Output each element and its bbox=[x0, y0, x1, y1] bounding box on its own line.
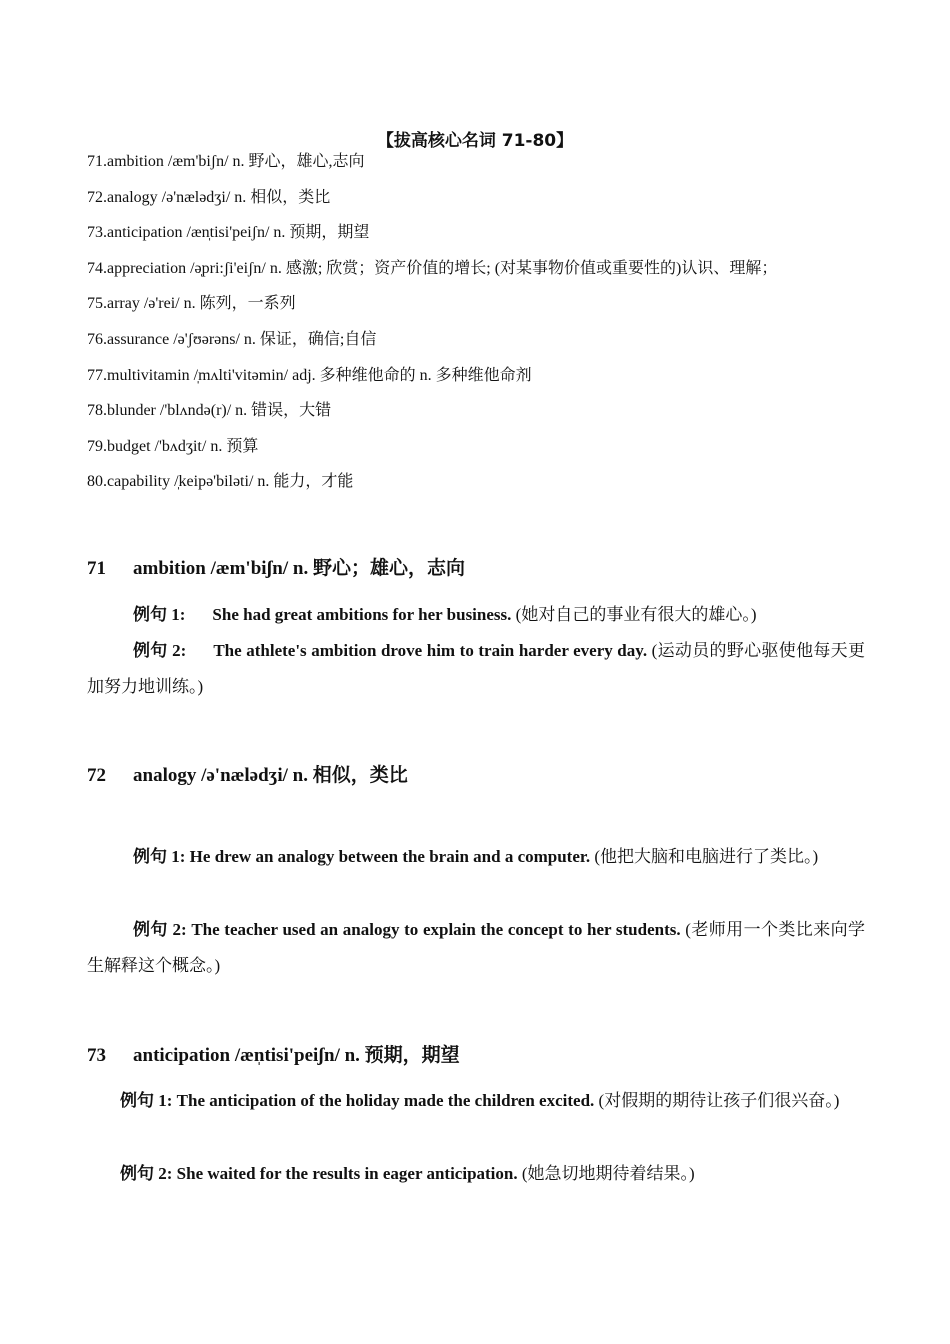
example-sentence bbox=[87, 633, 865, 705]
example-english: She waited for the results in eager anticipation. bbox=[176, 1164, 518, 1183]
example-sentence bbox=[87, 912, 865, 984]
example-label: 例句 1: bbox=[133, 605, 186, 624]
example-chinese: (运动员的野心驱使他每天更加努力地训练。) bbox=[87, 641, 865, 696]
example-sentence bbox=[87, 1083, 865, 1119]
example-english: The anticipation of the holiday made the children excited. bbox=[176, 1091, 595, 1110]
example-chinese: (她对自己的事业有很大的雄心。) bbox=[515, 605, 757, 624]
section-number: 73 bbox=[87, 1045, 106, 1066]
example-sentence bbox=[87, 597, 865, 633]
example-label: 例句 1: bbox=[133, 847, 186, 866]
example-label: 例句 2: bbox=[120, 1164, 173, 1183]
list-item: 77.multivitamin /̩mʌlti'vitəmin/ adj. 多种维他命的 n. 多种维他命剂 bbox=[87, 366, 532, 384]
example-english: The athlete's ambition drove him to train harder every day. bbox=[213, 641, 648, 660]
section-number: 71 bbox=[87, 558, 106, 579]
example-chinese: (她急切地期待着结果。) bbox=[521, 1164, 695, 1183]
section-heading-72 bbox=[87, 760, 408, 787]
list-item: 74.appreciation /ə̩pri:ʃi'eiʃn/ n. 感激; 欣赏；资产价值的增长; (对某事物价值或重要性的)认识、理解； bbox=[87, 259, 778, 277]
list-item: 73.anticipation /æn̩tisi'peiʃn/ n. 预期，期望 bbox=[87, 224, 370, 242]
example-english: The teacher used an analogy to explain the concept to her students. bbox=[191, 920, 681, 939]
example-label: 例句 2: bbox=[133, 920, 187, 939]
section-number: 72 bbox=[87, 765, 106, 786]
list-item: 75.array /ə'rei/ n. 陈列，一系列 bbox=[87, 295, 296, 313]
vocabulary-list bbox=[87, 150, 887, 506]
section-headword: ambition /æm'biʃn/ n. 野心；雄心，志向 bbox=[133, 558, 465, 579]
example-label: 例句 2: bbox=[133, 641, 187, 660]
example-sentence bbox=[87, 1156, 865, 1192]
example-sentence bbox=[87, 839, 865, 875]
example-english: She had great ambitions for her business. bbox=[212, 605, 512, 624]
list-item: 72.analogy /ə'nælədʒi/ n. 相似，类比 bbox=[87, 188, 331, 206]
example-chinese: (对假期的期待让孩子们很兴奋。) bbox=[598, 1091, 840, 1110]
example-chinese: (老师用一个类比来向学生解释这个概念。) bbox=[87, 920, 866, 975]
section-heading-71 bbox=[87, 553, 465, 580]
example-chinese: (他把大脑和电脑进行了类比。) bbox=[594, 847, 819, 866]
section-headword: analogy /ə'nælədʒi/ n. 相似，类比 bbox=[133, 765, 408, 786]
list-item: 79.budget /'bʌdʒit/ n. 预算 bbox=[87, 437, 259, 455]
list-item: 71.ambition /æm'biʃn/ n. 野心，雄心,志向 bbox=[87, 153, 365, 170]
example-label: 例句 1: bbox=[120, 1091, 173, 1110]
list-item: 78.blunder /'blʌndə(r)/ n. 错误，大错 bbox=[87, 402, 332, 420]
section-headword: anticipation /æn̩tisi'peiʃn/ n. 预期，期望 bbox=[133, 1045, 460, 1066]
section-heading-73 bbox=[87, 1040, 460, 1067]
list-item: 80.capability /̩keipə'biləti/ n. 能力，才能 bbox=[87, 473, 354, 491]
list-item: 76.assurance /ə'ʃʊərəns/ n. 保证，确信;自信 bbox=[87, 330, 377, 348]
example-english: He drew an analogy between the brain and a computer. bbox=[189, 847, 591, 866]
page-title: 【拔高核心名词 71-80】 bbox=[376, 131, 574, 151]
